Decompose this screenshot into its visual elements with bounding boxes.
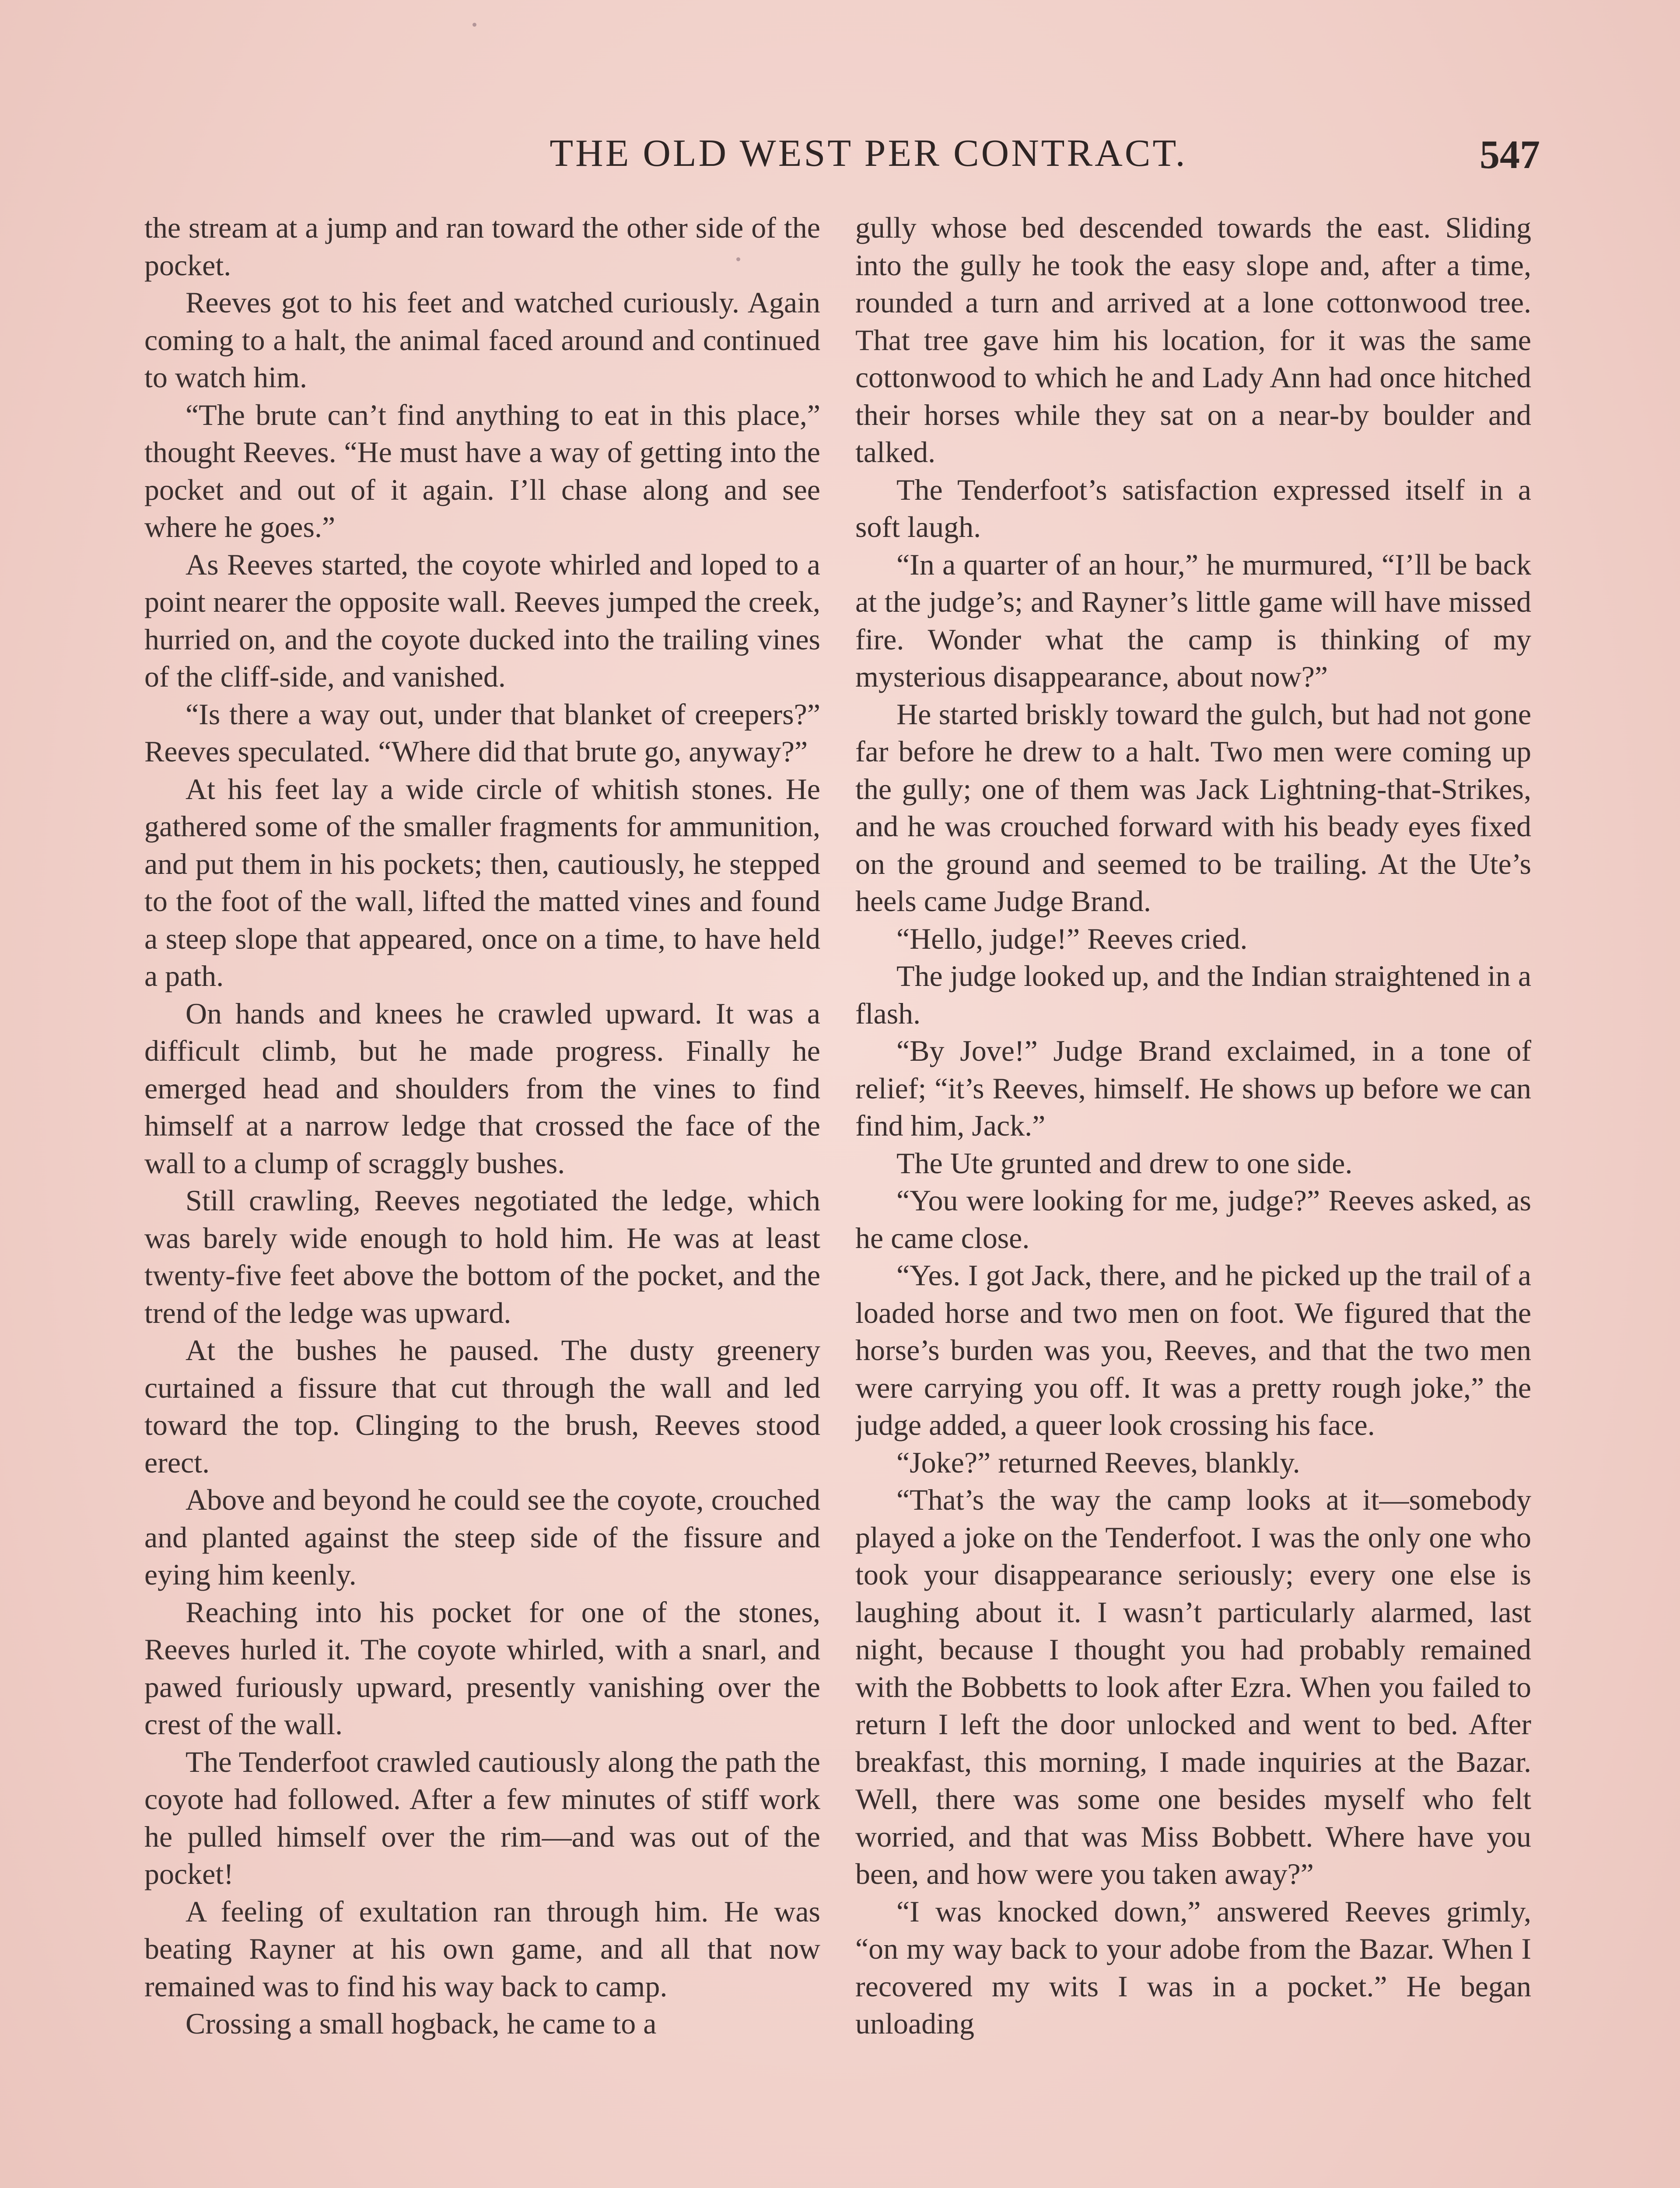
paragraph: Reaching into his pocket for one of the stones, Reeves hurled it. The coyote whirled, with a snarl, and pawed furiously upward, presently vanishing over the crest of the wall. xyxy=(144,1595,820,1741)
paragraph: The Tenderfoot’s satisfaction expressed itself in a soft laugh. xyxy=(855,473,1531,543)
paragraph: “That’s the way the camp looks at it—somebody played a joke on the Tenderfoot. I was the only one who took your disappearance seriously; every one else is laughing about it. I wasn’t particularly alarmed, last night, because I thought you had probably remained with the Bobbetts to look after Ezra. When you failed to return I left the door unlocked and went to bed. After breakfast, this morning, I made inquiries at the Bazar. Well, there was some one besides myself who felt worried, and that was Miss Bobbett. Where have you been, and how were you taken away?” xyxy=(855,1483,1531,1890)
paragraph: “Hello, judge!” Reeves cried. xyxy=(896,922,1248,955)
paragraph: gully whose bed descended towards the east. Sliding into the gully he took the easy slope and, after a time, rounded a turn and arrived at a lone cottonwood tree. That tree gave him his location, for it was the same cottonwood to which he and Lady Ann had once hitched their horses while they sat on a near-by boulder and talked. xyxy=(855,211,1531,469)
paragraph: A feeling of exultation ran through him. He was beating Rayner at his own game, and all that now remained was to find his way back to camp. xyxy=(144,1894,820,2003)
page-number: 547 xyxy=(1480,132,1540,177)
paragraph: At the bushes he paused. The dusty greenery curtained a fissure that cut through the wall and led toward the top. Clinging to the brush, Reeves stood erect. xyxy=(144,1333,820,1479)
paragraph: He started briskly toward the gulch, but had not gone far before he drew to a halt. Two men were coming up the gully; one of them was Jack Lightning-that-Strikes, and he was crouched forward with his beady eyes fixed on the ground and seemed to be trailing. At the Ute’s heels came Judge Brand. xyxy=(855,697,1531,918)
paragraph: “The brute can’t find anything to eat in this place,” thought Reeves. “He must have a way of getting into the pocket and out of it again. I’ll chase along and see where he goes.” xyxy=(144,398,820,543)
paragraph: Reeves got to his feet and watched curiously. Again coming to a halt, the animal faced around and continued to watch him. xyxy=(144,286,820,394)
running-title: THE OLD WEST PER CONTRACT. xyxy=(550,132,1187,175)
ink-speck xyxy=(472,23,476,27)
paragraph: “I was knocked down,” answered Reeves grimly, “on my way back to your adobe from the Bazar. When I recovered my wits I was in a pocket.” He began unloading xyxy=(855,1894,1531,2040)
paragraph: Above and beyond he could see the coyote, crouched and planted against the steep side of the fissure and eying him keenly. xyxy=(144,1483,820,1591)
paragraph: “In a quarter of an hour,” he murmured, “I’ll be back at the judge’s; and Rayner’s little game will have missed fire. Wonder what the camp is thinking of my mysterious disappearance, about now?” xyxy=(855,547,1531,693)
right-column xyxy=(855,209,1531,2188)
paragraph: The Ute grunted and drew to one side. xyxy=(896,1146,1353,1180)
left-column xyxy=(144,209,820,2188)
paragraph: Crossing a small hogback, he came to a xyxy=(186,2007,657,2040)
paragraph: “By Jove!” Judge Brand exclaimed, in a tone of relief; “it’s Reeves, himself. He shows up before we can find him, Jack.” xyxy=(855,1034,1531,1142)
paragraph: “Is there a way out, under that blanket of creepers?” Reeves speculated. “Where did that brute go, anyway?” xyxy=(144,697,820,768)
paragraph: “Yes. I got Jack, there, and he picked up the trail of a loaded horse and two men on foot. We figured that the horse’s burden was you, Reeves, and that the two men were carrying you off. It was a pretty rough joke,” the judge added, a queer look crossing his face. xyxy=(855,1259,1531,1441)
paragraph: The Tenderfoot crawled cautiously along the path the coyote had followed. After a few minutes of stiff work he pulled himself over the rim—and was out of the pocket! xyxy=(144,1745,820,1890)
paragraph: “Joke?” returned Reeves, blankly. xyxy=(896,1445,1300,1479)
paragraph: Still crawling, Reeves negotiated the ledge, which was barely wide enough to hold him. He was at least twenty-five feet above the bottom of the pocket, and the trend of the ledge was upward. xyxy=(144,1184,820,1329)
paragraph: At his feet lay a wide circle of whitish stones. He gathered some of the smaller fragments for ammunition, and put them in his pockets; then, cautiously, he stepped to the foot of the wall, lifted the matted vines and found a steep slope that appeared, once on a time, to have held a path. xyxy=(144,772,820,992)
paragraph: the stream at a jump and ran toward the other side of the pocket. xyxy=(144,211,820,282)
paragraph: As Reeves started, the coyote whirled and loped to a point nearer the opposite wall. Reeves jumped the creek, hurried on, and the coyote ducked into the trailing vines of the cliff-side, and vanished. xyxy=(144,547,820,693)
paragraph: “You were looking for me, judge?” Reeves asked, as he came close. xyxy=(855,1184,1531,1255)
page-header xyxy=(144,131,1540,184)
paragraph: The judge looked up, and the Indian straightened in a flash. xyxy=(855,959,1531,1030)
paragraph: On hands and knees he crawled upward. It was a difficult climb, but he made progress. Finally he emerged head and shoulders from the vines to find himself at a narrow ledge that crossed the face of the wall to a clump of scraggly bushes. xyxy=(144,996,820,1180)
